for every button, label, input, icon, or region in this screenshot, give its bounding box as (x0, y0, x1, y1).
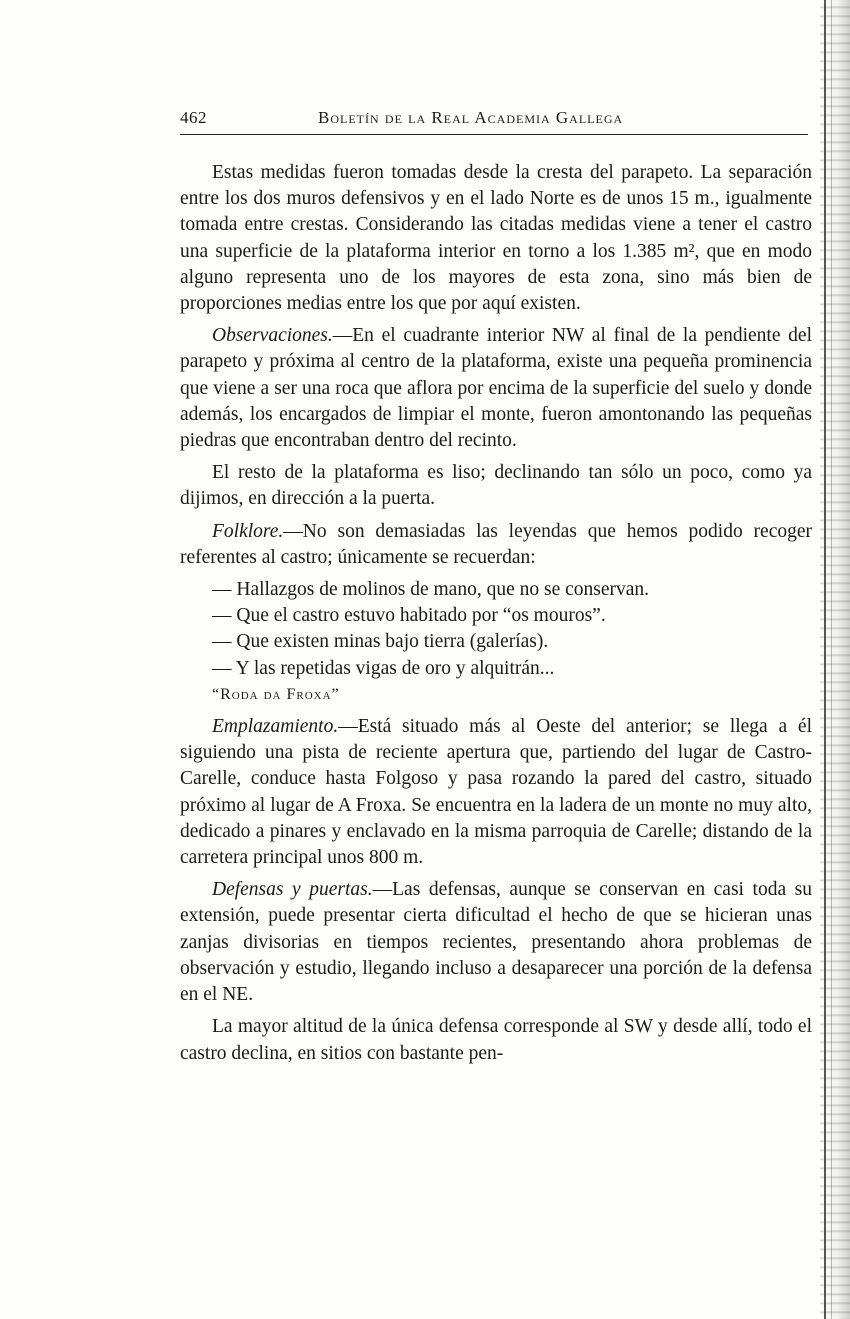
paragraph-plataforma: El resto de la plataforma es liso; declinando tan sólo un poco, como ya dijimos, en dirección a la puerta. (180, 462, 812, 510)
paragraph-emplazamiento-text: —Está situado más al Oeste del anterior; se llega a él siguiendo una pista de reciente apertura que, partiendo del lugar de Castro-Carelle, conduce hasta Folgoso y pasa rozando la pared del castro, situado próximo al lugar de A Froxa. Se encuentra en la ladera de un monte no muy alto, dedicado a pinares y enclavado en la misma parroquia de Carelle; distando de la carretera principal unos 800 m. (180, 716, 812, 869)
run-in-emplazamiento: Emplazamiento. (212, 716, 339, 738)
paragraph-altitud: La mayor altitud de la única defensa corresponde al SW y desde allí, todo el castro declina, en sitios con bastante pen- (180, 1016, 812, 1064)
paragraph-folklore (180, 519, 812, 571)
run-in-observaciones: Observaciones. (212, 325, 333, 347)
body-text (180, 160, 812, 1073)
running-title: Boletín de la Real Academia Gallega (318, 108, 624, 127)
list-item: — Y las repetidas vigas de oro y alquitrán... (212, 657, 555, 679)
list-item: — Hallazgos de molinos de mano, que no se conservan. (212, 579, 650, 601)
paragraph-emplazamiento (180, 714, 812, 871)
scan-edge-line-secondary (831, 0, 832, 1319)
paragraph-defensas-text: —Las defensas, aunque se conservan en casi toda su extensión, puede presentar cierta dificultad el hecho de que se hicieran unas zanjas divisorias en tiempos recientes, presentando ahora problemas de observación y estudio, llegando incluso a desaparecer una porción de la defensa en el NE. (180, 879, 812, 1006)
list-item: — Que existen minas bajo tierra (galerías). (212, 631, 549, 653)
paragraph-measurements: Estas medidas fueron tomadas desde la cresta del parapeto. La separación entre los dos muros defensivos y en el lado Norte es de unos 15 m., igualmente tomada entre crestas. Considerando las citadas medidas viene a tener el castro una superficie de la plataforma interior en torno a los 1.385 m², que en modo alguno representa uno de los mayores de esta zona, sino más bien de proporciones medias entre los que por aquí existen. (180, 162, 812, 315)
paragraph-observaciones (180, 323, 812, 454)
page-header (180, 106, 808, 135)
run-in-defensas: Defensas y puertas. (212, 879, 373, 901)
paragraph-observaciones-text: —En el cuadrante interior NW al final de la pendiente del parapeto y próxima al centro de la plataforma, existe una pequeña prominencia que viene a ser una roca que aflora por encima de la superficie del suelo y donde además, los encargados de limpiar el monte, fueron amontonando las pequeñas piedras que encontraban dentro del recinto. (180, 325, 812, 452)
section-heading-roda-da-froxa: “Roda da Froxa” (212, 685, 340, 703)
scan-edge-line (824, 0, 826, 1319)
paragraph-defensas (180, 877, 812, 1008)
paragraph-folklore-text: —No son demasiadas las leyendas que hemos podido recoger referentes al castro; únicamente se recuerdan: (180, 520, 812, 568)
list-item: — Que el castro estuvo habitado por “os mouros”. (212, 605, 606, 627)
run-in-folklore: Folklore. (212, 520, 284, 542)
page-number: 462 (180, 108, 207, 127)
